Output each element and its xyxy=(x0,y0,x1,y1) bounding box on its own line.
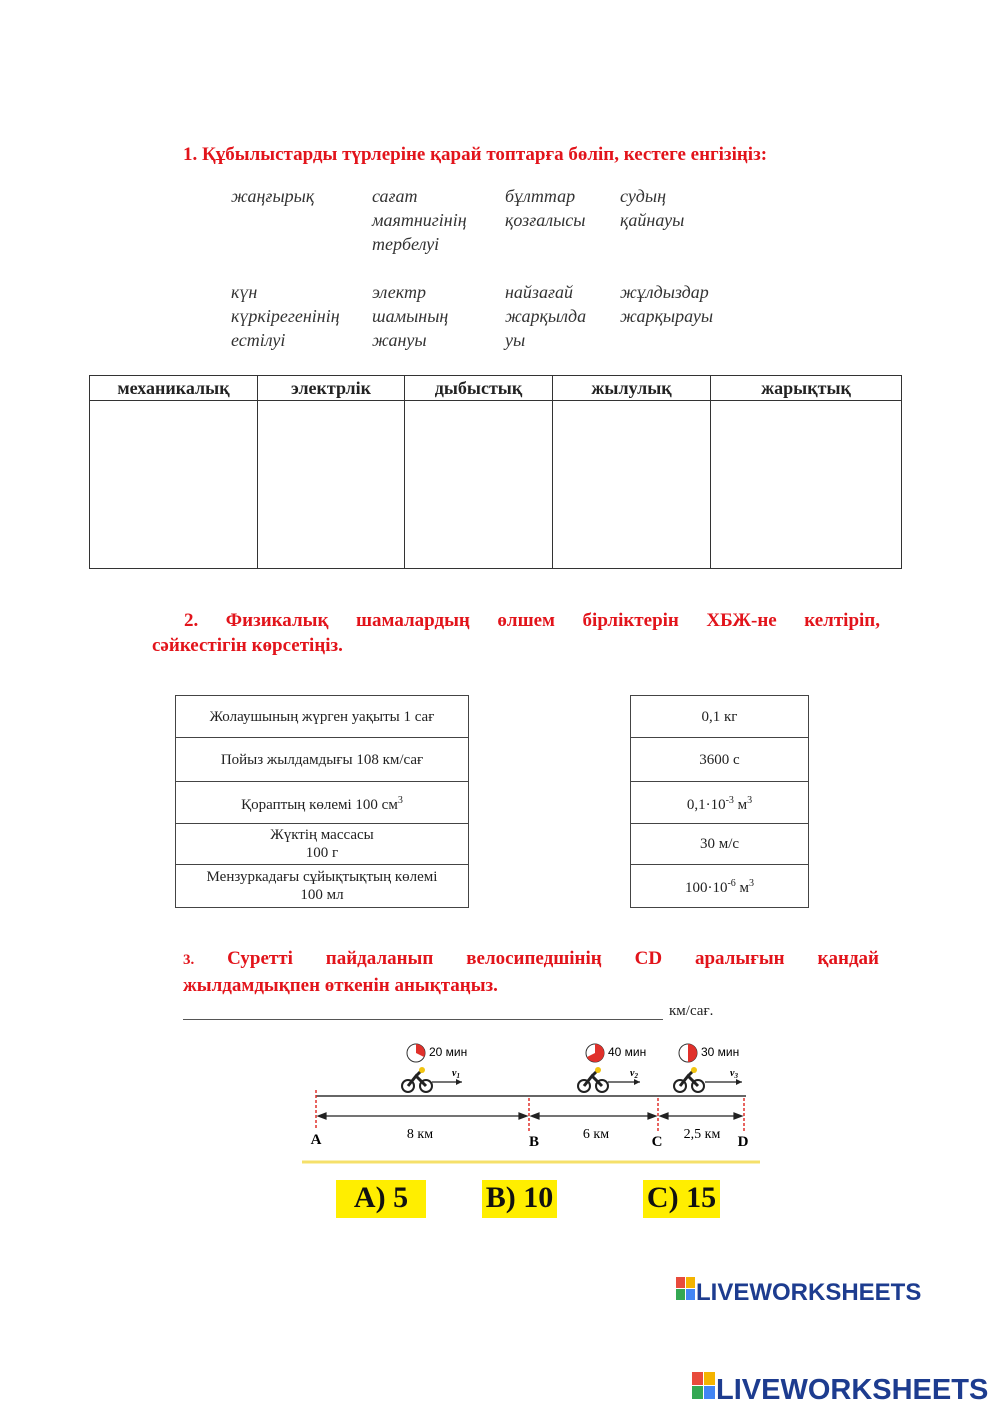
time-label: 40 мин xyxy=(608,1045,647,1059)
word-line: қозғалысы xyxy=(505,210,586,230)
time-label: 20 мин xyxy=(429,1045,468,1059)
header-thermal: жылулық xyxy=(553,376,711,401)
point-label: A xyxy=(310,1132,322,1148)
header-sound: дыбыстық xyxy=(405,376,553,401)
velocity-arrow-icon xyxy=(705,1068,742,1085)
word-line: шамының xyxy=(372,306,449,326)
velocity-arrow-icon xyxy=(432,1068,462,1085)
cyclist-icon xyxy=(674,1067,704,1092)
word-group xyxy=(231,184,314,208)
q2-title-line1: 2. Физикалық шамалардың өлшем бірліктерін ХБЖ-не келтіріп, xyxy=(184,610,880,631)
word-line: күн xyxy=(231,282,258,302)
si-value-cell[interactable]: 3600 с xyxy=(631,738,809,782)
word-line: жануы xyxy=(372,330,427,350)
q3-title-line2: жылдамдықпен өткенін анықтаңыз. xyxy=(183,975,498,996)
liveworksheets-logo: LIVEWORKSHEETS xyxy=(692,1372,988,1408)
quantity-cell[interactable]: Қораптың көлемі 100 $см^3$ xyxy=(176,782,469,824)
word-group xyxy=(372,280,448,352)
word-group xyxy=(372,184,467,256)
word-line: жарқырауы xyxy=(620,306,714,326)
word-line: тербелуі xyxy=(372,234,440,254)
quantity-cell[interactable]: Жүктің массасы 100 г xyxy=(176,824,469,865)
logo-mark-icon xyxy=(692,1372,716,1408)
quantity-cell[interactable]: Мензуркадағы сұйықтықтың көлемі 100 мл xyxy=(176,865,469,908)
distance-label: 2,5 км xyxy=(683,1127,721,1142)
svg-text:v2: $v_2$ xyxy=(630,1068,638,1080)
word-line: күркірегенінің xyxy=(231,306,340,326)
q3-title-line1: 3. Суретті пайдаланып велосипедшінің CD аралығын қандай xyxy=(183,948,879,969)
word-line: сағат xyxy=(372,186,418,206)
word-line: найзағай xyxy=(505,282,573,302)
word-group xyxy=(505,184,585,232)
si-value-cell[interactable]: $0,1\cdot 10^{-3}$ $м^3$ xyxy=(631,782,809,824)
quantity-cell[interactable]: Жолаушының жүрген уақыты 1 сағ xyxy=(176,696,469,738)
option-a-button[interactable]: A) 5 xyxy=(336,1180,426,1218)
word-group xyxy=(231,280,340,352)
drop-zone-electrical[interactable] xyxy=(258,401,405,569)
word-group xyxy=(620,280,713,328)
word-line: электр xyxy=(372,282,426,302)
svg-text:v3: $v_3$ xyxy=(730,1068,738,1080)
time-label: 30 мин xyxy=(701,1045,740,1059)
drop-zone-light[interactable] xyxy=(711,401,902,569)
point-label: C xyxy=(651,1134,663,1150)
word-group xyxy=(505,280,586,352)
logo-mark-icon xyxy=(676,1277,696,1308)
option-b-button[interactable]: B) 10 xyxy=(482,1180,557,1218)
si-value-cell[interactable]: 0,1 кг xyxy=(631,696,809,738)
q1-title: 1. Құбылыстарды түрлеріне қарай топтарға бөліп, кестеге енгізіңіз: xyxy=(183,144,768,165)
distance-label: 8 км xyxy=(406,1127,434,1142)
answer-input-line[interactable] xyxy=(183,1018,663,1020)
si-value-cell[interactable]: $100\cdot 10^{-6}$ $м^3$ xyxy=(631,865,809,908)
point-label: D xyxy=(737,1134,749,1150)
word-line: естілуі xyxy=(231,330,286,350)
liveworksheets-logo: LIVEWORKSHEETS xyxy=(676,1277,921,1308)
word-line: жаңғырық xyxy=(231,186,315,206)
clock-icon xyxy=(586,1044,604,1062)
header-light: жарықтық xyxy=(711,376,902,401)
word-line: жарқылда xyxy=(505,306,587,326)
word-line: уы xyxy=(505,330,526,350)
header-electrical: электрлік xyxy=(258,376,405,401)
si-value-cell[interactable]: 30 м/с xyxy=(631,824,809,865)
drop-zone-sound[interactable] xyxy=(405,401,553,569)
answer-unit: км/сағ. xyxy=(669,1003,714,1019)
velocity-arrow-icon xyxy=(608,1068,640,1085)
word-line: қайнауы xyxy=(620,210,685,230)
header-mechanical: механикалық xyxy=(90,376,258,401)
distance-label: 6 км xyxy=(582,1127,610,1142)
word-line: судың xyxy=(620,186,667,206)
drop-zone-thermal[interactable] xyxy=(553,401,711,569)
quantity-cell[interactable]: Пойыз жылдамдығы 108 км/сағ xyxy=(176,738,469,782)
svg-text:v1: $v_1$ xyxy=(452,1068,460,1080)
word-group xyxy=(620,184,684,232)
clock-icon xyxy=(407,1044,425,1062)
point-label: B xyxy=(528,1134,540,1150)
distance-arrows xyxy=(318,1113,742,1119)
cyclist-diagram xyxy=(300,1038,765,1168)
category-table xyxy=(89,375,902,569)
clock-icon xyxy=(679,1044,697,1062)
cyclist-icon xyxy=(402,1067,432,1092)
word-line: бұлттар xyxy=(505,186,576,206)
q2-title-line2: сәйкестігін көрсетіңіз. xyxy=(152,635,343,656)
word-line: маятнигінің xyxy=(372,210,467,230)
drop-zone-mechanical[interactable] xyxy=(90,401,258,569)
quantities-table xyxy=(175,695,469,908)
cyclist-icon xyxy=(578,1067,608,1092)
option-c-button[interactable]: C) 15 xyxy=(643,1180,720,1218)
word-line: жұлдыздар xyxy=(620,282,709,302)
si-values-table xyxy=(630,695,809,908)
